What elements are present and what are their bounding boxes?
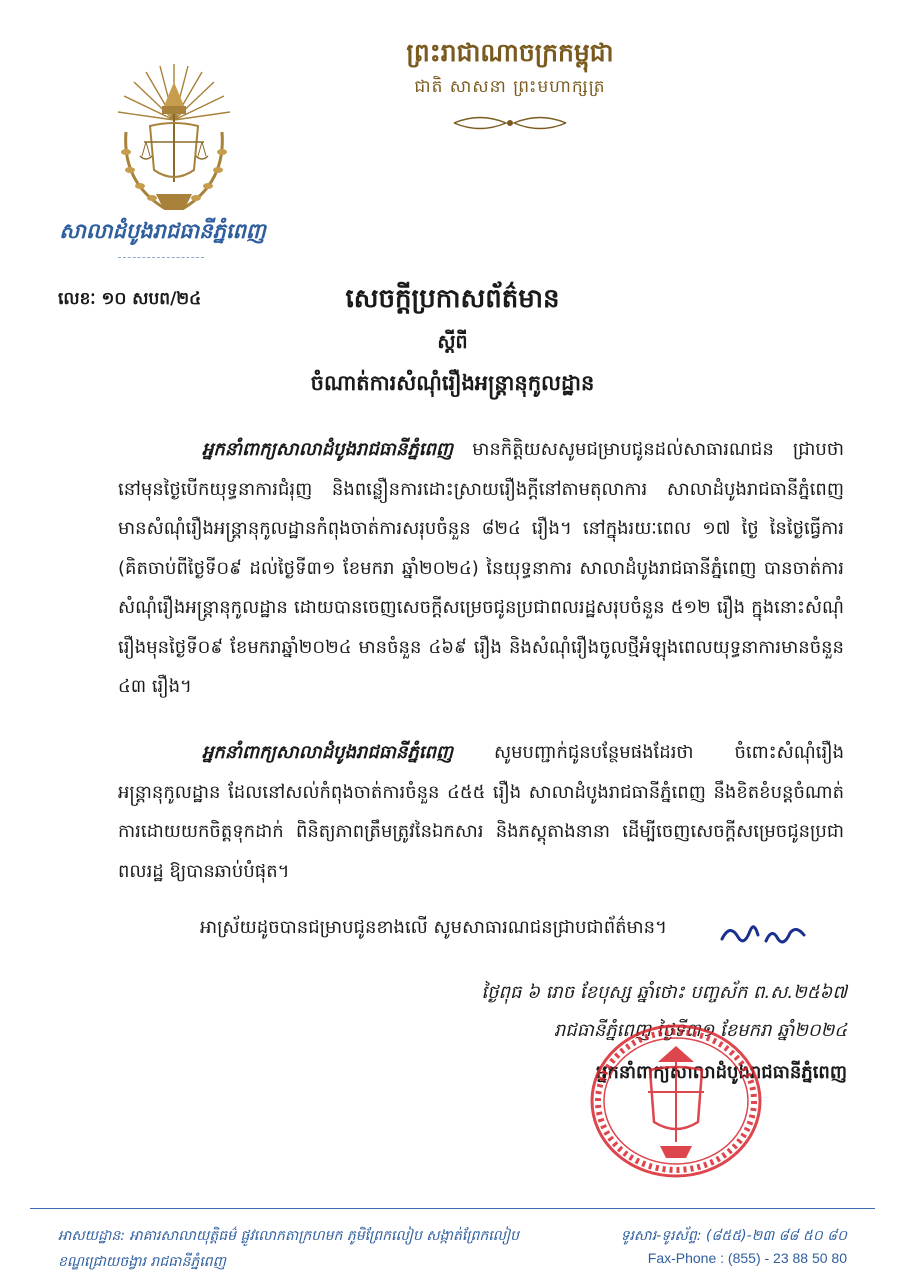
body-paragraph-2 <box>118 733 844 891</box>
court-name: សាលាដំបូងរាជធានីភ្នំពេញ <box>59 219 266 243</box>
paragraph-text: សូមបញ្ជាក់ជូនបន្ថែមផងដែរថា ចំពោះសំណុំរឿងអន្ត្រានុកូលដ្ឋាន ដែលនៅសល់កំពុងចាត់ការចំនួន ៤៥៥ រឿង សាលាដំបូងរាជធានីភ្នំពេញ នឹងខិតខំបន្តចំណាត់ការដោយយកចិត្តទុកដាក់ ពិនិត្យភាពត្រឹមត្រូវនៃឯកសារ និងភស្តុតាងនានា ដើម្បីចេញសេចក្តីសម្រេចជូនប្រជាពលរដ្ឋ ឱ្យបានឆាប់បំផុត។ <box>118 742 844 882</box>
spokesperson-lead: អ្នកនាំពាក្យសាលាដំបូងរាជធានីភ្នំពេញ <box>202 439 454 460</box>
footer-divider <box>30 1208 875 1209</box>
lunar-date: ថ្ងៃពុធ ៦ រោច ខែបុស្ស ឆ្នាំថោះ បញ្ចស័ក ព.ស.២៥៦៧ <box>481 982 847 1003</box>
footer-address-line-2: ខណ្ឌជ្រោយចង្វារ រាជធានីភ្នំពេញ <box>58 1254 226 1270</box>
kingdom-heading: ព្រះរាជាណាចក្រកម្ពុជា <box>406 38 614 67</box>
national-motto: ជាតិ សាសនា ព្រះមហាក្សត្រ <box>414 77 606 97</box>
official-red-seal-icon <box>588 1022 764 1180</box>
handwritten-initials-icon <box>718 917 814 951</box>
solar-date: រាជធានីភ្នំពេញ ថ្ងៃទី៣១ ខែមករា ឆ្នាំ២០២៤ <box>553 1020 847 1041</box>
signatory-title: អ្នកនាំពាក្យសាលាដំបូងរាជធានីភ្នំពេញ <box>595 1062 847 1083</box>
footer-fax-phone: Fax-Phone : (855) - 23 88 50 80 <box>647 1250 847 1266</box>
body-paragraph-3: អាស្រ័យដូចបានជម្រាបជូនខាងលើ សូមសាធារណជនជ្រាបជាព័ត៌មាន។ <box>200 917 667 938</box>
reference-number: លេខៈ ១០ សបព/២៤ <box>58 289 202 309</box>
title-regarding: ស្តីពី <box>437 331 468 353</box>
paragraph-text: មានកិត្តិយសសូមជម្រាបជូនដល់សាធារណជន ជ្រាបថា នៅមុនថ្ងៃបើកយុទ្ធនាការជំរុញ និងពន្លឿនការដោះស្រាយរឿងក្តីនៅតាមតុលាការ សាលាដំបូងរាជធានីភ្នំពេញមានសំណុំរឿងអន្ត្រានុកូលដ្ឋានកំពុងចាត់ការសរុបចំនួន ៨២៤ រឿង។ នៅក្នុងរយៈពេល ១៧ ថ្ងៃ នៃថ្ងៃធ្វើការ (គិតចាប់ពីថ្ងៃទី០៩ ដល់ថ្ងៃទី៣១ ខែមករា ឆ្នាំ២០២៤) នៃយុទ្ធនាការ សាលាដំបូងរាជធានីភ្នំពេញ បានចាត់ការសំណុំរឿងអន្ត្រានុកូលដ្ឋាន ដោយបានចេញសេចក្តីសម្រេចជូនប្រជាពលរដ្ឋសរុបចំនួន ៥១២ រឿង ក្នុងនោះសំណុំរឿងមុនថ្ងៃទី០៩ ខែមករាឆ្នាំ២០២៤ មានចំនួន ៤៦៩ រឿង និងសំណុំរឿងចូលថ្មីអំឡុងពេលយុទ្ធនាការមានចំនួន ៤៣ រឿង។ <box>118 439 844 697</box>
body-paragraph-1 <box>118 430 844 707</box>
document-title: សេចក្តីប្រកាសព័ត៌មាន <box>345 284 560 314</box>
court-name-underline <box>118 257 204 258</box>
ornament-divider-icon <box>450 112 570 134</box>
footer-address-line-1: អាសយដ្ឋាន: អាគារសាលាយុត្តិធម៌ ផ្លូវលោកតាក្រហមក ភូមិព្រែកលៀប សង្កាត់ព្រែកលៀប <box>58 1228 520 1244</box>
title-subject: ចំណាត់ការសំណុំរឿងអន្ត្រានុកូលដ្ឋាន <box>310 371 595 395</box>
footer-telephone: ទូរសារ-ទូរស័ព្ទ: (៨៥៥)-២៣ ៨៨ ៥០ ៨០ <box>620 1228 847 1244</box>
spokesperson-lead: អ្នកនាំពាក្យសាលាដំបូងរាជធានីភ្នំពេញ <box>202 742 454 763</box>
royal-coat-of-arms-icon <box>112 62 236 216</box>
